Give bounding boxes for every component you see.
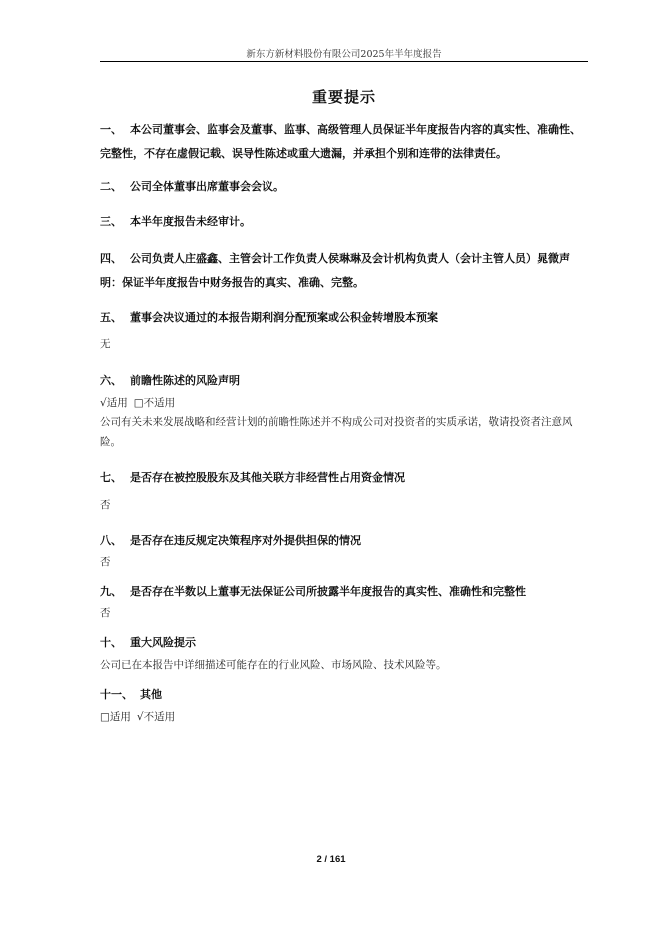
section-11-text: 其他: [140, 688, 162, 701]
section-11-checkboxes: [100, 707, 590, 727]
section-1: [100, 118, 590, 166]
page-title: 重要提示: [311, 88, 376, 106]
section-11: [100, 683, 590, 707]
section-8-answer: 否: [100, 556, 111, 568]
section-6-number: 六、: [100, 374, 122, 387]
section-2-number: 二、: [100, 180, 122, 193]
section-3: [100, 210, 590, 234]
not-applicable-checkbox: □不适用: [133, 397, 176, 409]
section-4-text: 公司负责人庄盛鑫、主管会计工作负责人侯琳琳及会计机构负责人（会计主管人员）晁微声明：保证半年度报告中财务报告的真实、准确、完整。: [100, 252, 570, 289]
section-8-number: 八、: [100, 534, 122, 547]
section-9-text: 是否存在半数以上董事无法保证公司所披露半年度报告的真实性、准确性和完整性: [130, 585, 526, 598]
section-9: [100, 580, 590, 604]
section-5: [100, 306, 590, 330]
section-10-answer: 公司已在本报告中详细描述可能存在的行业风险、市场风险、技术风险等。: [100, 659, 447, 671]
page-number: 2 / 161: [316, 854, 346, 865]
section-6-text: 前瞻性陈述的风险声明: [130, 374, 240, 387]
section-7-text: 是否存在被控股股东及其他关联方非经营性占用资金情况: [130, 471, 405, 484]
section-4-number: 四、: [100, 252, 122, 265]
section-3-number: 三、: [100, 215, 122, 228]
section-7-number: 七、: [100, 471, 122, 484]
section-2: [100, 175, 590, 199]
section-7: [100, 466, 590, 490]
section-1-number: 一、: [100, 123, 122, 136]
section-3-text: 本半年度报告未经审计。: [130, 215, 251, 228]
page-header: 新东方新材料股份有限公司2025年半年度报告: [246, 49, 442, 60]
section-9-number: 九、: [100, 585, 122, 598]
section-1-text: 本公司董事会、监事会及董事、监事、高级管理人员保证半年度报告内容的真实性、准确性、完整性，不存在虚假记载、误导性陈述或重大遗漏，并承担个别和连带的法律责任。: [100, 123, 581, 160]
section-5-number: 五、: [100, 311, 122, 324]
applicable-checkbox: □适用: [100, 711, 131, 723]
section-8: [100, 529, 590, 553]
section-7-answer: 否: [100, 499, 111, 511]
section-9-answer: 否: [100, 607, 111, 619]
section-11-number: 十一、: [100, 688, 133, 701]
section-10: [100, 631, 590, 655]
section-5-answer: 无: [100, 338, 111, 350]
section-10-number: 十、: [100, 636, 122, 649]
header-rule: [100, 61, 588, 62]
section-10-text: 重大风险提示: [130, 636, 196, 649]
section-6-checkboxes: [100, 393, 590, 413]
not-applicable-checkbox: √不适用: [136, 711, 176, 723]
section-2-text: 公司全体董事出席董事会会议。: [130, 180, 284, 193]
section-6-answer: 公司有关未来发展战略和经营计划的前瞻性陈述并不构成公司对投资者的实质承诺，敬请投资者注意风险。: [100, 416, 573, 448]
section-4: [100, 247, 590, 295]
section-5-text: 董事会决议通过的本报告期利润分配预案或公积金转增股本预案: [130, 311, 438, 324]
section-8-text: 是否存在违反规定决策程序对外提供担保的情况: [130, 534, 361, 547]
applicable-checkbox: √适用: [100, 397, 128, 409]
section-6: [100, 369, 590, 393]
